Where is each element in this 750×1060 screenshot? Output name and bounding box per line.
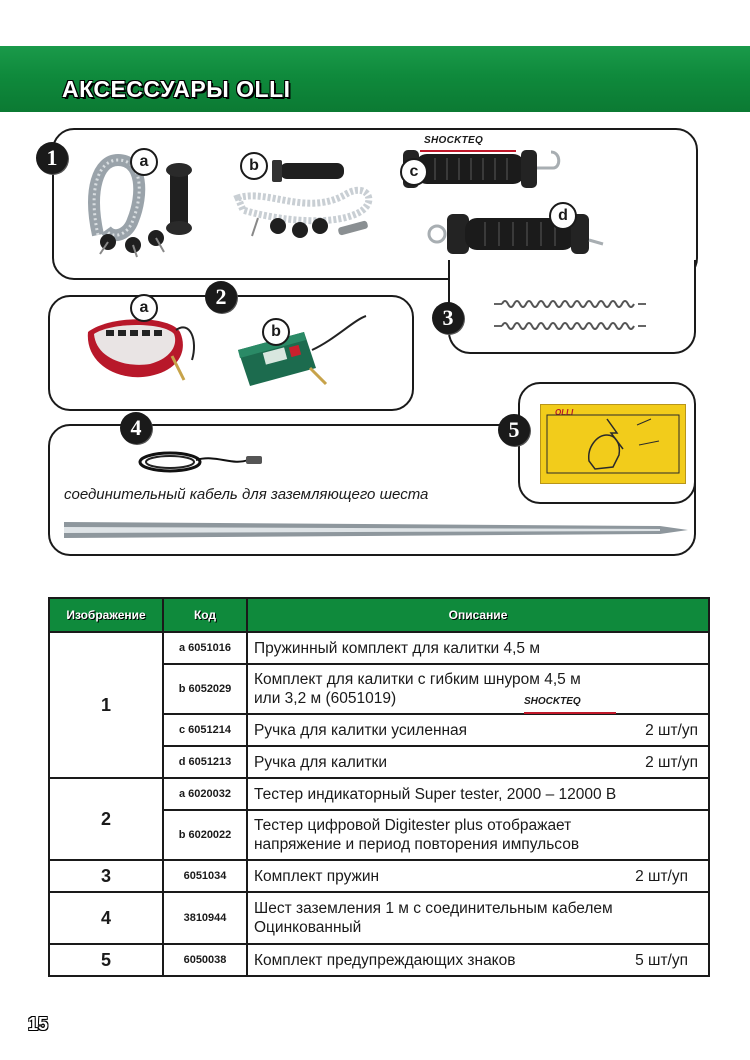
quantity-text: 5 шт/уп (635, 951, 688, 969)
code-cell: b 6020022 (163, 810, 247, 860)
group-1-letter-a: a (130, 148, 158, 176)
table-row (49, 632, 709, 664)
group-4-number: 4 (120, 412, 152, 444)
group-3-number: 3 (432, 302, 464, 334)
column-header-code: Код (163, 598, 247, 632)
description-text-line-2: напряжение и период повторения импульсов (254, 836, 580, 853)
warning-sign-photo (540, 404, 686, 484)
table-row (49, 944, 709, 976)
description-cell (247, 810, 709, 860)
column-header-image: Изображение (49, 598, 163, 632)
code-cell: c 6051214 (163, 714, 247, 746)
group-1-letter-d: d (549, 202, 577, 230)
page-number: 15 (28, 1014, 49, 1034)
springs-kit-photo (490, 290, 650, 340)
ground-rod-photo (62, 516, 690, 542)
group-cell: 1 (49, 632, 163, 778)
description-text-line-2: или 3,2 м (6051019) (254, 690, 397, 707)
group-2-number: 2 (205, 281, 237, 313)
group-cell: 4 (49, 892, 163, 944)
group-cell: 3 (49, 860, 163, 892)
super-tester-photo (80, 310, 200, 388)
shockteq-inline-underline (524, 712, 616, 714)
description-cell (247, 892, 709, 944)
group-1-letter-c: c (400, 158, 428, 186)
table-row (49, 778, 709, 810)
group-cell: 2 (49, 778, 163, 860)
shockteq-brand-logo: SHOCKTEQ (424, 135, 484, 146)
code-cell: d 6051213 (163, 746, 247, 778)
column-header-description: Описание (247, 598, 709, 632)
warning-sign-brand: OLLI (555, 408, 574, 417)
code-cell: 6051034 (163, 860, 247, 892)
description-text: Тестер цифровой Digitester plus отображает (254, 817, 572, 834)
shockteq-inline-text: SHOCKTEQ (524, 696, 581, 707)
description-text: Ручка для калитки усиленная (254, 721, 468, 739)
group-2-letter-b: b (262, 318, 290, 346)
description-text: Тестер индикаторный Super tester, 2000 – 12000 В (254, 785, 617, 803)
description-cell (247, 860, 709, 892)
description-text: Комплект предупреждающих знаков (254, 951, 516, 969)
description-text: Шест заземления 1 м с соединительным кабелем (254, 900, 613, 917)
connecting-cable-photo (136, 448, 266, 478)
description-text-line-2: Оцинкованный (254, 919, 362, 936)
page-title: АКСЕССУАРЫ OLLI (62, 76, 291, 102)
group-1-letter-b: b (240, 152, 268, 180)
description-text: Комплект для калитки с гибким шнуром 4,5 м (254, 671, 581, 688)
description-cell (247, 944, 709, 976)
code-cell: b 6052029 (163, 664, 247, 714)
cable-caption: соединительный кабель для заземляющего шеста (64, 486, 429, 503)
description-text: Комплект пружин (254, 867, 380, 885)
description-cell (247, 664, 709, 714)
digitester-plus-photo (234, 310, 374, 390)
description-text: Ручка для калитки (254, 753, 387, 771)
group-1-number: 1 (36, 142, 68, 174)
quantity-text: 2 шт/уп (645, 753, 698, 771)
table-row (49, 860, 709, 892)
gate-handle-photo (425, 200, 605, 266)
description-cell (247, 714, 709, 746)
description-text: Пружинный комплект для калитки 4,5 м (254, 639, 541, 657)
group-5-number: 5 (498, 414, 530, 446)
code-cell: 3810944 (163, 892, 247, 944)
shockteq-inline-logo (524, 690, 616, 714)
quantity-text: 2 шт/уп (635, 867, 688, 885)
group-2-letter-a: a (130, 294, 158, 322)
group-cell: 5 (49, 944, 163, 976)
specification-table (48, 597, 710, 977)
table-header-row (49, 598, 709, 632)
table-row (49, 892, 709, 944)
code-cell: a 6020032 (163, 778, 247, 810)
code-cell: 6050038 (163, 944, 247, 976)
description-cell (247, 778, 709, 810)
code-cell: a 6051016 (163, 632, 247, 664)
quantity-text: 2 шт/уп (645, 721, 698, 739)
description-cell (247, 746, 709, 778)
description-cell (247, 632, 709, 664)
